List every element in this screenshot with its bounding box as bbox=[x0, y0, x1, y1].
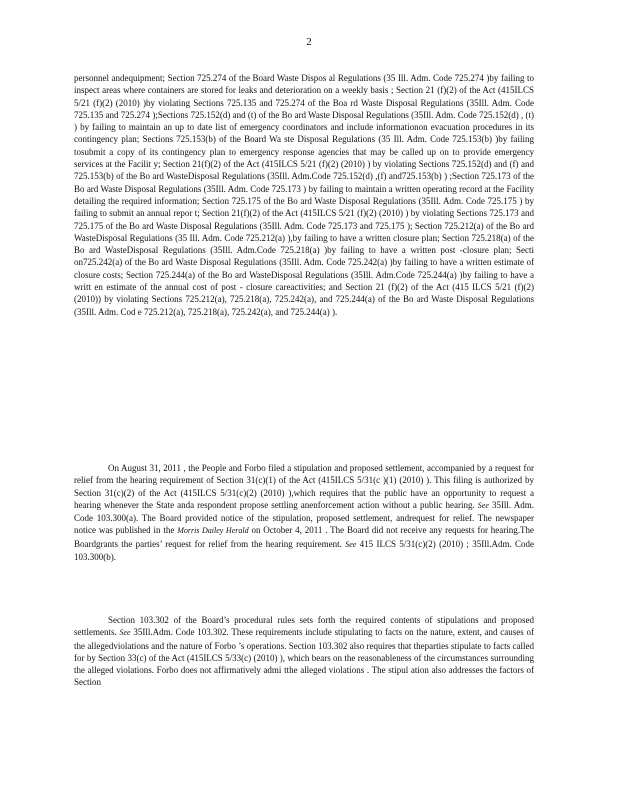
see-citation-signal: See bbox=[119, 628, 131, 638]
paragraph-2-text bbox=[74, 462, 534, 563]
paragraph-2-part-4: 415 ILCS 5/31(c)(2) (2010) ; 35Ill.Adm. Code 103.300(b). bbox=[74, 538, 535, 563]
paragraph-3-part-1: Section 103.302 of the Board’s procedural rules sets forth the required contents of stipulations and proposed settlements. bbox=[74, 615, 534, 638]
paragraph-2-part-1: On August 31, 2011 , the People and Forbo filed a stipulation and proposed settlement, accompanied by a request for relief from the hearing requirement of Section 31(c)(1) of the Act (415ILCS 5/31(c )(1) (2010) ). This filing is authorized by Section 31(c)(2) of the Act (415ILCS 5/31(c)(2) (2010) ),which requires that the public have an opportunity to request a hearing whenever the State anda respondent propose settling anenforcement action without a public hearing. bbox=[74, 463, 534, 510]
page-number: 2 bbox=[306, 36, 312, 48]
paragraph-3-part-2: 35Ill.Adm. Code 103.302. These requirements include stipulating to facts on the nature, extent, and causes of the allegedviolations and the nature of Forbo ’s operations. Section 103.302 also requires that theparties stipulate to facts called for by Section 33(c) of the Act (415ILCS 5/33(c) (2010) ), which bears on the reasonableness of the circumstances surrounding the alleged violations. Forbo does not affirmatively admi tthe alleged violations . The stipul ation also addresses the factors of Section bbox=[74, 627, 534, 688]
see-citation-signal: See bbox=[345, 539, 357, 549]
paragraph-3 bbox=[74, 614, 534, 689]
paragraph-2-part-2: 35Ill. Adm. Code 103.300(a). The Board provided notice of the stipulation, proposed settlement, andrequest for relief. The newspaper notice was published in the bbox=[74, 499, 534, 536]
paragraph-1-text: personnel andequipment; Section 725.274 of the Board Waste Dispos al Regulations (35 Ill. Adm. Code 725.274 )by failing to inspect areas where containers are stored for leaks and deterioration on a weekly basis ; Section 21 (f)(2) of the Act (415ILCS 5/21 (f)(2) (2010) )by violating Sections 725.135 and 725.274 of the Boa rd Waste Disposal Regulations (35Ill. Adm. Code 725.135 and 725.274 );Sections 725.152(d) and (t) of the Bo ard Waste Disposal Regulations (35Ill. Adm. Code 725.152(d) , (t) ) by failing to maintain an up to date list of emergency coordinators and include informationon evacuation procedures in its contingency plan; Sections 725.153(b) of the Board Wa ste Disposal Regulations (35 Ill. Adm. Code 725.153(b) )by failing tosubmit a copy of its contingency plan to emergency response agencies that may be called up on to provide emergency services at the Facilit y; Section 21(f)(2) of the Act (415ILCS 5/21 (f)(2) (2010) ) by violating Sections 725.152(d) and (f) and 725.153(b) of the Bo ard WasteDisposal Regulations (35Ill. Adm.Code 725.152(d) ,(f) and725.153(b) ) ;Section 725.173 of the Bo ard Waste Disposal Regulations (35Ill. Adm. Code 725.173 ) by failing to maintain a written operating record at the Facility detailing the required information; Section 725.175 of the Bo ard Waste Disposal Regulations (35Ill. Adm. Code 725.175 ) by failing to submit an annual repor t; Section 21(f)(2) of the Act (415ILCS 5/21 (f)(2) (2010) ) by violating Sections 725.173 and 725.175 of the Bo ard Waste Disposal Regulations (35Ill. Adm. Code 725.173 and 725.175 ); Section 725.212(a) of the Bo ard WasteDisposal Regulations (35 Ill. Adm. Code 725.212(a) ),by failing to have a written closure plan; Section 725.218(a) of the Bo ard WasteDisposal Regulations (35Ill. Adm.Code 725.218(a) )by failing to have a written post -closure plan; Secti on725.242(a) of the Bo ard Waste Disposal Regulations (35Ill. Adm. Code 725.242(a) )by failing to have a written estimate of closure costs; Section 725.244(a) of the Bo ard WasteDisposal Regulations (35Ill. Adm.Code 725.244(a) )by failing to have a writt en estimate of the annual cost of post - closure careactivities; and Section 21 (f)(2) of the Act (415 ILCS 5/21 (f)(2) (2010)) by violating Sections 725.212(a), 725.218(a), 725.242(a), and 725.244(a) of the Bo ard Waste Disposal Regulations (35Ill. Adm. Cod e 725.212(a), 725.218(a), 725.242(a), and 725.244(a) ). bbox=[74, 73, 534, 317]
paragraph-2-part-3: on October 4, 2011 . The Board did not receive any requests for hearing.The Boardgrants the parties’ request for relief from the hearing requirement. bbox=[74, 525, 535, 549]
newspaper-name: Morris Dailey Herald bbox=[177, 526, 249, 536]
paragraph-1 bbox=[74, 72, 534, 318]
see-citation-signal: See bbox=[477, 500, 489, 510]
paragraph-2 bbox=[74, 462, 534, 563]
paragraph-3-text bbox=[74, 614, 534, 689]
